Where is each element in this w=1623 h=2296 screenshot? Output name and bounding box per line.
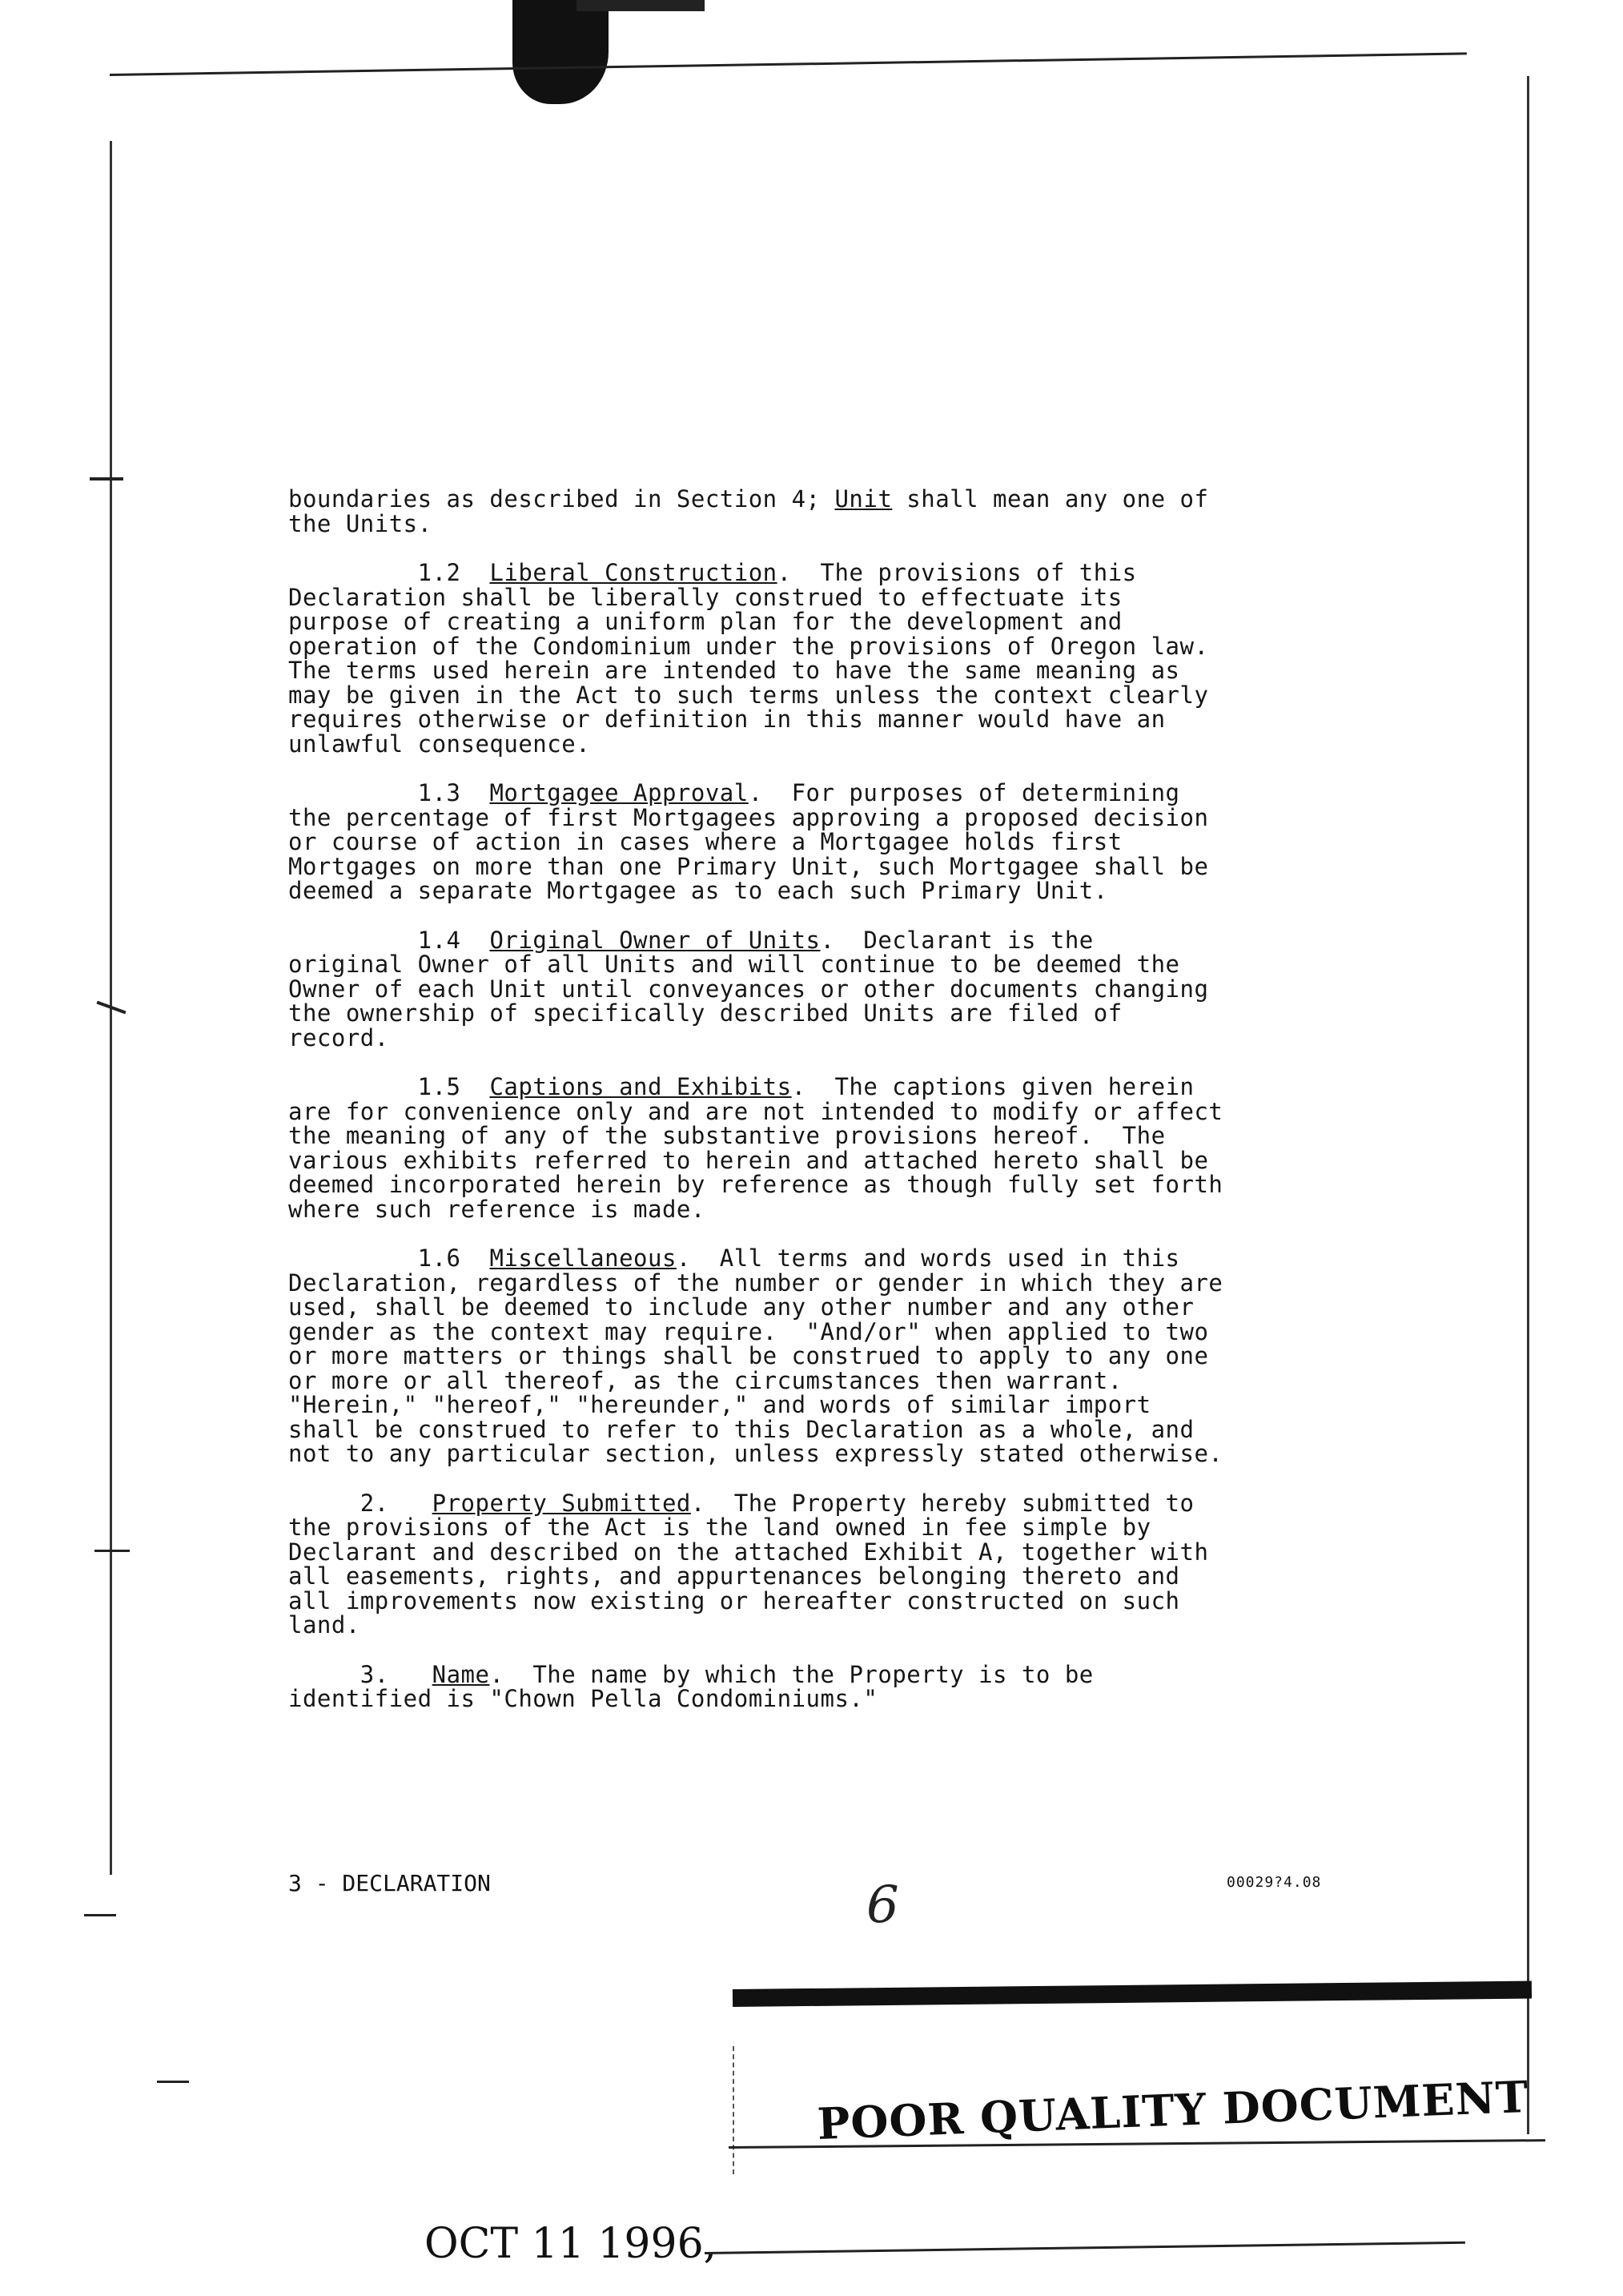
section-heading: Property Submitted (432, 1489, 691, 1517)
paragraph-text: 1.3 (288, 779, 490, 806)
page-edge-top (110, 52, 1467, 76)
staple-edge (576, 0, 705, 11)
paragraph-text: . The provisions of this Declaration shall be liberally construed to effectuate its purpose of creating a uniform plan for the development and operation of the Condominium under the provisions of Oregon law. The terms used herein are intended to have the same meaning as may be given in the Act to such terms unless the context clearly requires otherwise or definition in this manner would have an unlawful consequence. (288, 559, 1209, 758)
paragraph-text: . For purposes of determining the percentage of first Mortgagees approving a proposed decision or course of action in cases where a Mortgagee holds first Mortgages on more than one Primary Unit, such Mortgagee shall be deemed a separate Mortgagee as to each such Primary Unit. (288, 779, 1209, 904)
paragraph-intro (288, 487, 1393, 536)
handwritten-date: OCT 11 1996, (424, 2220, 717, 2268)
paragraph-s1-2 (288, 561, 1393, 756)
signature-line (705, 2242, 1465, 2254)
footer-document-code: 00029?4.08 (1227, 1874, 1322, 1891)
paragraph-s3 (288, 1660, 1393, 1712)
section-heading: Captions and Exhibits (489, 1073, 792, 1100)
handwritten-page-number: 6 (866, 1876, 899, 1935)
stamp-bar (733, 1981, 1532, 2007)
section-heading: Name (432, 1660, 490, 1688)
margin-mark (90, 477, 123, 481)
paragraph-text: . The name by which the Property is to be identified is "Chown Pella Condominiums." (288, 1660, 1094, 1712)
paragraph-text: 1.6 (288, 1245, 490, 1272)
paragraph-text: . All terms and words used in this Declaration, regardless of the number or gender in which they are used, shall be deemed to include any other number and any other gender as the context may require. "And/or" when applied to two or more matters or things shall be construed to apply to any one or more or all thereof, as the circumstances then warrant. "Herein," "hereof," "hereunder," and words of similar import shall be construed to refer to this Declaration as a whole, and not to any particular section, unless expressly stated otherwise. (288, 1245, 1223, 1467)
margin-mark (94, 1550, 130, 1552)
margin-mark (157, 2081, 189, 2083)
paragraph-text: 1.2 (288, 559, 490, 586)
paragraph-text: . The Property hereby submitted to the provisions of the Act is the land owned in fee simple by Declarant and described on the attached Exhibit A, together with all easements, rights, and appurtenances belonging thereto and all improvements now existing or hereafter constructed on such land. (288, 1489, 1209, 1639)
footer-label: 3 - DECLARATION (288, 1870, 491, 1896)
paragraph-s1-5 (288, 1075, 1393, 1221)
paragraph-text: 1.4 (288, 926, 490, 954)
declaration-body-text (288, 487, 1393, 1736)
section-heading: Mortgagee Approval (489, 779, 749, 806)
paragraph-s1-6 (288, 1246, 1393, 1466)
paragraph-s1-3 (288, 781, 1393, 903)
paragraph-text: . Declarant is the original Owner of all Units and will continue to be deemed the Owner of each Unit until conveyances or other documents changing the ownership of specifically described Units are filed of record. (288, 926, 1209, 1051)
paragraph-text: . The captions given herein are for convenience only and are not intended to modify or affect the meaning of any of the substantive provisions hereof. The various exhibits referred to herein and attached hereto shall be deemed incorporated herein by reference as though fully set forth where such reference is made. (288, 1073, 1223, 1223)
paragraph-text: 3. (288, 1660, 432, 1688)
section-heading: Unit (834, 485, 893, 513)
page-edge-right (1527, 76, 1529, 2134)
section-heading: Miscellaneous (489, 1245, 677, 1272)
paragraph-text: boundaries as described in Section 4; (288, 485, 835, 513)
stamp-border (733, 2046, 734, 2174)
paragraph-text: shall mean any one of the Units. (288, 485, 1209, 537)
margin-mark (84, 1914, 116, 1916)
staple-shadow (512, 0, 609, 104)
section-heading: Original Owner of Units (489, 926, 821, 954)
paragraph-text: 2. (288, 1489, 432, 1517)
paragraph-s2 (288, 1491, 1393, 1638)
paragraph-text: 1.5 (288, 1073, 490, 1100)
paragraph-s1-4 (288, 928, 1393, 1051)
section-heading: Liberal Construction (489, 559, 777, 586)
poor-quality-stamp: POOR QUALITY DOCUMENT (816, 2070, 1530, 2149)
